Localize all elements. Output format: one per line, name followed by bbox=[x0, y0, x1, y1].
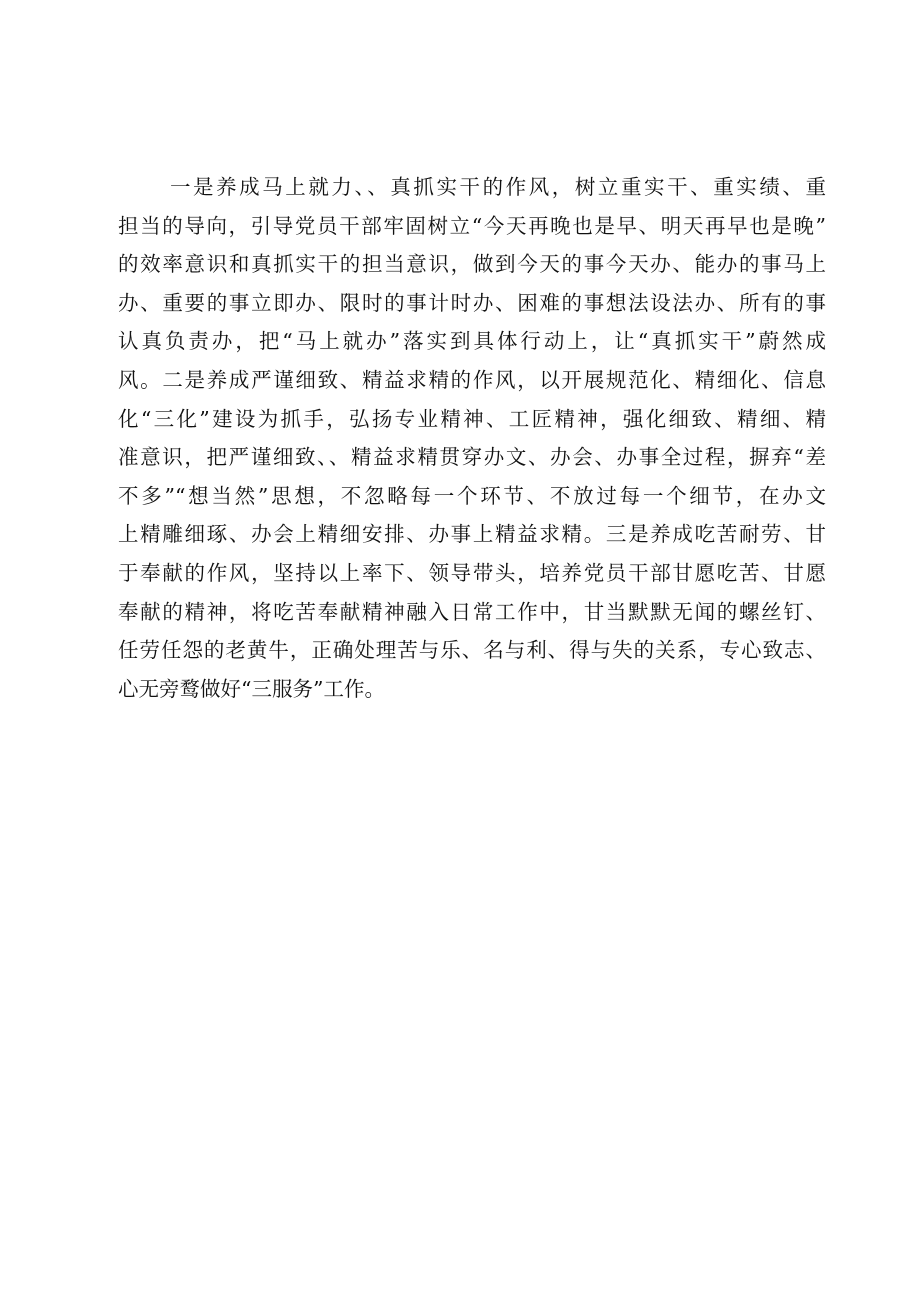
paragraph-line: 风。二是养成严谨细致、精益求精的作风，以开展规范化、精细化、信息 bbox=[118, 367, 826, 392]
paragraph-line: 办、重要的事立即办、限时的事计时办、困难的事想法设法办、所有的事 bbox=[118, 290, 826, 315]
paragraph-line: 心无旁鹜做好“三服务”工作。 bbox=[118, 676, 385, 701]
paragraph-line: 上精雕细琢、办会上精细安排、办事上精益求精。三是养成吃苦耐劳、甘 bbox=[118, 522, 826, 547]
paragraph-line: 准意识，把严谨细致、、精益求精贯穿办文、办会、办事全过程，摒弃“差 bbox=[118, 445, 826, 470]
paragraph-line: 化“三化”建设为抓手，弘扬专业精神、工匠精神，强化细致、精细、精 bbox=[118, 406, 826, 431]
paragraph-line: 不多”“想当然”思想，不忽略每一个环节、不放过每一个细节，在办文 bbox=[118, 483, 826, 508]
paragraph-line: 于奉献的作风，坚持以上率下、领导带头，培养党员干部甘愿吃苦、甘愿 bbox=[118, 560, 826, 585]
paragraph-line: 认真负责办，把“马上就办”落实到具体行动上，让“真抓实干”蔚然成 bbox=[118, 329, 826, 354]
body-paragraph bbox=[118, 168, 826, 708]
paragraph-line: 奉献的精神，将吃苦奉献精神融入日常工作中，甘当默默无闻的螺丝钉、 bbox=[118, 599, 826, 624]
paragraph-line: 的效率意识和真抓实干的担当意识，做到今天的事今天办、能办的事马上 bbox=[118, 252, 826, 277]
paragraph-line: 一是养成马上就力、、真抓实干的作风，树立重实干、重实绩、重 bbox=[170, 175, 826, 199]
paragraph-line: 担当的导向，引导党员干部牢固树立“今天再晚也是早、明天再早也是晚” bbox=[118, 213, 826, 238]
paragraph-line: 任劳任怨的老黄牛，正确处理苦与乐、名与利、得与失的关系，专心致志、 bbox=[118, 638, 826, 663]
